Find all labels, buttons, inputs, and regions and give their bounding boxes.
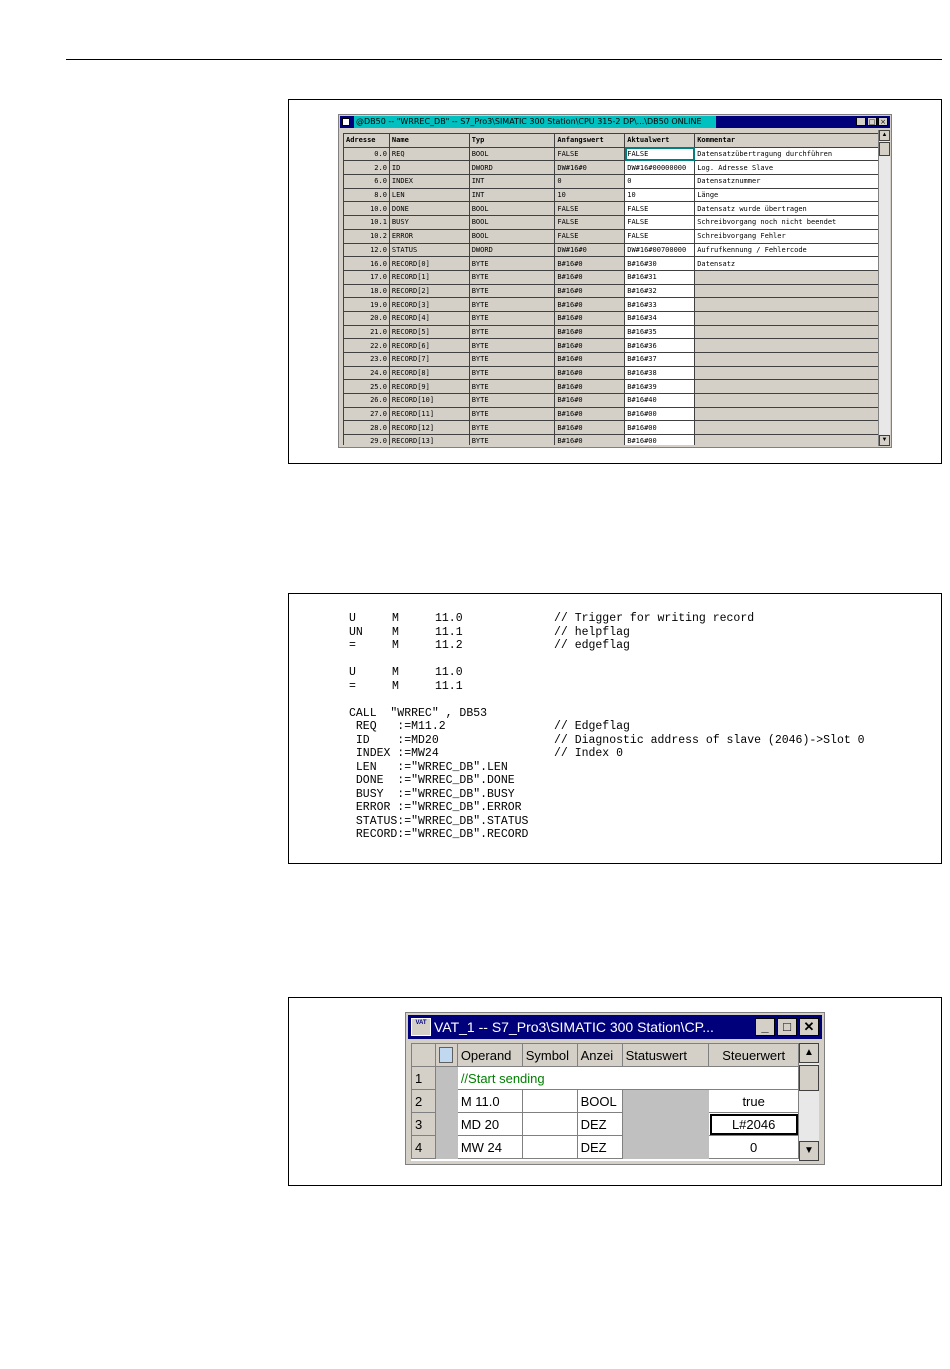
type-cell: BYTE [469, 311, 555, 325]
code-b: 11.1 [435, 679, 463, 693]
code-op: = [349, 639, 356, 652]
code-comment: // Diagnostic address of slave (2046)->Slot 0 [554, 733, 865, 747]
minimize-button[interactable]: _ [755, 1018, 775, 1036]
name-cell: REQ [389, 147, 469, 161]
actual-value-cell[interactable]: B#16#33 [625, 298, 695, 312]
scroll-up-arrow-icon[interactable]: ▲ [879, 130, 890, 141]
name-cell: RECORD[9] [389, 380, 469, 394]
format-cell[interactable]: BOOL [577, 1090, 622, 1113]
comment-cell[interactable] [695, 380, 879, 394]
code-op: U [349, 666, 356, 679]
code-b: 11.0 [435, 666, 463, 679]
vat-window [405, 1012, 825, 1165]
code-a: M [392, 625, 399, 639]
format-cell[interactable]: DEZ [577, 1136, 622, 1159]
comment-cell[interactable] [695, 394, 879, 408]
initial-value-cell: DW#16#0 [555, 243, 625, 257]
code-comment: // Trigger for writing record [554, 612, 755, 625]
table-row[interactable] [344, 161, 879, 175]
db-window-title: @DB50 -- "WRREC_DB" -- S7_Pro3\SIMATIC 300 Station\CPU 315-2 DP\...\DB50 ONLINE [354, 116, 716, 128]
type-cell: INT [469, 175, 555, 189]
code-comment: // helpflag [554, 625, 630, 639]
minimize-button[interactable]: _ [856, 117, 866, 126]
comment-cell[interactable] [695, 284, 879, 298]
type-cell: BOOL [469, 229, 555, 243]
address-cell: 8.0 [344, 188, 390, 202]
address-cell: 17.0 [344, 270, 390, 284]
initial-value-cell: B#16#0 [555, 435, 625, 445]
operand-cell[interactable]: M 11.0 [457, 1090, 522, 1113]
code-b: 11.2 [435, 639, 463, 652]
table-row[interactable] [344, 188, 879, 202]
table-row[interactable] [344, 147, 879, 161]
comment-cell[interactable] [695, 298, 879, 312]
table-sort-icon [439, 1047, 453, 1063]
address-cell: 27.0 [344, 407, 390, 421]
type-cell: INT [469, 188, 555, 202]
table-row[interactable] [344, 339, 879, 353]
name-cell: RECORD[13] [389, 435, 469, 445]
initial-value-cell: B#16#0 [555, 421, 625, 435]
initial-value-cell: FALSE [555, 202, 625, 216]
db-editor-window [338, 114, 892, 448]
row-number[interactable]: 3 [412, 1113, 436, 1136]
name-cell: RECORD[11] [389, 407, 469, 421]
comment-cell[interactable]: Datensatzübertragung durchführen [695, 147, 879, 161]
table-row[interactable] [344, 407, 879, 421]
code-a: M [392, 666, 399, 679]
name-cell: RECORD[12] [389, 421, 469, 435]
initial-value-cell: B#16#0 [555, 257, 625, 271]
address-cell: 6.0 [344, 175, 390, 189]
code-op: ERROR :="WRREC_DB".ERROR [349, 801, 522, 814]
code-op: RECORD:="WRREC_DB".RECORD [349, 828, 529, 841]
actual-value-cell[interactable]: 0 [625, 175, 695, 189]
initial-value-cell: B#16#0 [555, 394, 625, 408]
row-number[interactable]: 1 [412, 1067, 436, 1090]
type-cell: BYTE [469, 284, 555, 298]
name-cell: ID [389, 161, 469, 175]
code-comment: // edgeflag [554, 639, 630, 652]
address-cell: 16.0 [344, 257, 390, 271]
comment-cell[interactable]: Datensatz wurde übertragen [695, 202, 879, 216]
comment-cell[interactable] [695, 325, 879, 339]
comment-cell[interactable]: Länge [695, 188, 879, 202]
type-cell: BOOL [469, 216, 555, 230]
actual-value-cell[interactable]: DW#16#00700000 [625, 243, 695, 257]
table-row[interactable] [344, 202, 879, 216]
initial-value-cell: B#16#0 [555, 284, 625, 298]
address-cell: 23.0 [344, 353, 390, 367]
address-cell: 10.2 [344, 229, 390, 243]
control-value-cell-selected[interactable]: L#2046 [709, 1113, 799, 1136]
symbol-cell[interactable] [522, 1113, 577, 1136]
vat-vertical-scrollbar[interactable] [799, 1043, 819, 1161]
type-cell: BYTE [469, 339, 555, 353]
code-b: 11.0 [435, 612, 463, 625]
operand-cell[interactable]: MD 20 [457, 1113, 522, 1136]
initial-value-cell: B#16#0 [555, 407, 625, 421]
window-system-icon[interactable] [342, 118, 350, 126]
table-row[interactable] [412, 1113, 799, 1136]
address-cell: 26.0 [344, 394, 390, 408]
symbol-cell[interactable] [522, 1136, 577, 1159]
column-header-icon-cell[interactable] [435, 1044, 457, 1067]
actual-value-cell[interactable]: B#16#35 [625, 325, 695, 339]
initial-value-cell: FALSE [555, 216, 625, 230]
code-op: UN [349, 625, 363, 639]
comment-cell[interactable]: Schreibvorgang noch nicht beendet [695, 216, 879, 230]
actual-value-cell[interactable]: B#16#40 [625, 394, 695, 408]
name-cell: ERROR [389, 229, 469, 243]
name-cell: RECORD[5] [389, 325, 469, 339]
symbol-cell[interactable] [522, 1090, 577, 1113]
type-cell: BOOL [469, 147, 555, 161]
column-header-symbol[interactable]: Symbol [522, 1044, 577, 1067]
actual-value-cell[interactable]: FALSE [625, 229, 695, 243]
comment-cell[interactable] [695, 366, 879, 380]
vat-table [411, 1043, 799, 1161]
format-cell[interactable]: DEZ [577, 1113, 622, 1136]
code-op: INDEX :=MW24 [349, 747, 439, 760]
vat-window-title: VAT_1 -- S7_Pro3\SIMATIC 300 Station\CP... [434, 1019, 714, 1035]
actual-value-cell[interactable]: DW#16#00000000 [625, 161, 695, 175]
table-row[interactable] [344, 394, 879, 408]
table-row[interactable] [344, 380, 879, 394]
maximize-button[interactable]: □ [868, 118, 876, 126]
address-cell: 10.1 [344, 216, 390, 230]
table-row[interactable] [344, 298, 879, 312]
table-row[interactable] [344, 435, 879, 445]
row-marker-cell [435, 1113, 457, 1136]
name-cell: RECORD[8] [389, 366, 469, 380]
comment-cell[interactable] [695, 353, 879, 367]
comment-cell[interactable]: //Start sending [457, 1067, 798, 1090]
table-row[interactable] [344, 216, 879, 230]
actual-value-cell[interactable]: FALSE [625, 147, 695, 161]
actual-value-cell[interactable]: B#16#00 [625, 421, 695, 435]
type-cell: BYTE [469, 407, 555, 421]
code-a: M [392, 679, 399, 693]
scroll-down-arrow-icon[interactable]: ▼ [879, 435, 890, 446]
code-op: REQ :=M11.2 [349, 720, 446, 733]
address-cell: 18.0 [344, 284, 390, 298]
initial-value-cell: DW#16#0 [555, 161, 625, 175]
address-cell: 2.0 [344, 161, 390, 175]
type-cell: BYTE [469, 298, 555, 312]
address-cell: 22.0 [344, 339, 390, 353]
column-header-actual-value[interactable]: Aktualwert [625, 134, 695, 148]
type-cell: BYTE [469, 325, 555, 339]
name-cell: RECORD[2] [389, 284, 469, 298]
comment-cell[interactable] [695, 311, 879, 325]
initial-value-cell: 10 [555, 188, 625, 202]
name-cell: RECORD[7] [389, 353, 469, 367]
comment-cell[interactable] [695, 435, 879, 445]
code-op: CALL "WRREC" , DB53 [349, 706, 488, 720]
address-cell: 12.0 [344, 243, 390, 257]
name-cell: RECORD[4] [389, 311, 469, 325]
actual-value-cell[interactable]: B#16#32 [625, 284, 695, 298]
code-op: ID :=MD20 [349, 733, 439, 747]
type-cell: BOOL [469, 202, 555, 216]
name-cell: RECORD[0] [389, 257, 469, 271]
code-comment: // Edgeflag [554, 720, 630, 733]
scroll-up-arrow-icon[interactable]: ▲ [799, 1043, 819, 1063]
address-cell: 24.0 [344, 366, 390, 380]
comment-cell[interactable] [695, 270, 879, 284]
table-row[interactable] [344, 421, 879, 435]
table-row[interactable] [412, 1067, 799, 1090]
control-value-cell[interactable]: true [709, 1090, 799, 1113]
type-cell: BYTE [469, 394, 555, 408]
table-row[interactable] [344, 243, 879, 257]
initial-value-cell: FALSE [555, 229, 625, 243]
name-cell: RECORD[6] [389, 339, 469, 353]
table-row[interactable] [412, 1090, 799, 1113]
scroll-thumb[interactable] [799, 1065, 819, 1091]
operand-cell[interactable]: MW 24 [457, 1136, 522, 1159]
row-marker-cell [435, 1090, 457, 1113]
status-value-cell [622, 1113, 709, 1136]
column-header-comment[interactable]: Kommentar [695, 134, 879, 148]
code-op: = [349, 679, 356, 693]
row-number[interactable]: 4 [412, 1136, 436, 1159]
close-button[interactable]: ✕ [799, 1018, 819, 1036]
address-cell: 29.0 [344, 435, 390, 445]
type-cell: DWORD [469, 161, 555, 175]
name-cell: INDEX [389, 175, 469, 189]
code-a: M [392, 639, 399, 652]
comment-cell[interactable] [695, 407, 879, 421]
row-marker-cell [435, 1067, 457, 1090]
type-cell: BYTE [469, 435, 555, 445]
initial-value-cell: 0 [555, 175, 625, 189]
code-op: U [349, 612, 356, 625]
initial-value-cell: B#16#0 [555, 353, 625, 367]
type-cell: BYTE [469, 257, 555, 271]
address-cell: 25.0 [344, 380, 390, 394]
table-row[interactable] [344, 366, 879, 380]
row-marker-cell [435, 1136, 457, 1159]
column-header-display-format[interactable]: Anzei [577, 1044, 622, 1067]
row-number[interactable]: 2 [412, 1090, 436, 1113]
name-cell: BUSY [389, 216, 469, 230]
page-rule [66, 59, 942, 60]
code-op: LEN :="WRREC_DB".LEN [349, 760, 508, 774]
column-header-type[interactable]: Typ [469, 134, 555, 148]
column-header-address[interactable]: Adresse [344, 134, 390, 148]
actual-value-cell[interactable]: B#16#37 [625, 353, 695, 367]
comment-cell[interactable]: Aufrufkennung / Fehlercode [695, 243, 879, 257]
db-table [343, 133, 879, 445]
column-header-operand[interactable]: Operand [457, 1044, 522, 1067]
initial-value-cell: B#16#0 [555, 311, 625, 325]
name-cell: DONE [389, 202, 469, 216]
actual-value-cell[interactable]: FALSE [625, 216, 695, 230]
type-cell: BYTE [469, 270, 555, 284]
table-row[interactable] [344, 270, 879, 284]
initial-value-cell: B#16#0 [555, 380, 625, 394]
actual-value-cell[interactable]: B#16#38 [625, 366, 695, 380]
name-cell: STATUS [389, 243, 469, 257]
close-button[interactable]: × [878, 117, 888, 126]
name-cell: RECORD[3] [389, 298, 469, 312]
initial-value-cell: B#16#0 [555, 270, 625, 284]
scroll-thumb[interactable] [879, 142, 890, 156]
address-cell: 20.0 [344, 311, 390, 325]
code-op: STATUS:="WRREC_DB".STATUS [349, 814, 529, 828]
column-header-status-value[interactable]: Statuswert [622, 1044, 709, 1067]
row-number-header [412, 1044, 436, 1067]
table-row[interactable] [344, 257, 879, 271]
actual-value-cell[interactable]: B#16#39 [625, 380, 695, 394]
table-row[interactable] [344, 284, 879, 298]
control-value-cell[interactable]: 0 [709, 1136, 799, 1159]
type-cell: BYTE [469, 353, 555, 367]
table-row[interactable] [344, 229, 879, 243]
code-a: M [392, 612, 399, 625]
name-cell: RECORD[1] [389, 270, 469, 284]
code-comment: // Index 0 [554, 747, 624, 760]
table-row[interactable] [344, 325, 879, 339]
name-cell: LEN [389, 188, 469, 202]
table-row[interactable] [412, 1136, 799, 1159]
actual-value-cell[interactable]: B#16#30 [625, 257, 695, 271]
code-b: 11.1 [435, 625, 463, 639]
actual-value-cell[interactable]: B#16#36 [625, 339, 695, 353]
column-header-control-value[interactable]: Steuerwert [709, 1044, 799, 1067]
table-row[interactable] [344, 353, 879, 367]
address-cell: 28.0 [344, 421, 390, 435]
code-op: DONE :="WRREC_DB".DONE [349, 774, 515, 787]
initial-value-cell: B#16#0 [555, 325, 625, 339]
column-header-name[interactable]: Name [389, 134, 469, 148]
address-cell: 21.0 [344, 325, 390, 339]
comment-cell[interactable] [695, 421, 879, 435]
address-cell: 19.0 [344, 298, 390, 312]
status-value-cell [622, 1090, 709, 1113]
initial-value-cell: B#16#0 [555, 366, 625, 380]
code-op: BUSY :="WRREC_DB".BUSY [349, 787, 515, 801]
table-row[interactable] [344, 175, 879, 189]
address-cell: 0.0 [344, 147, 390, 161]
variable-table-icon: VAT [411, 1018, 431, 1036]
actual-value-cell[interactable]: FALSE [625, 202, 695, 216]
table-row[interactable] [344, 311, 879, 325]
type-cell: BYTE [469, 421, 555, 435]
type-cell: BYTE [469, 366, 555, 380]
actual-value-cell[interactable]: B#16#00 [625, 435, 695, 445]
initial-value-cell: B#16#0 [555, 298, 625, 312]
type-cell: DWORD [469, 243, 555, 257]
maximize-button[interactable]: □ [777, 1018, 797, 1036]
db-window-titlebar[interactable] [340, 116, 890, 128]
comment-cell[interactable]: Datensatz [695, 257, 879, 271]
status-value-cell [622, 1136, 709, 1159]
comment-cell[interactable] [695, 339, 879, 353]
actual-value-cell[interactable]: B#16#31 [625, 270, 695, 284]
type-cell: BYTE [469, 380, 555, 394]
comment-cell[interactable]: Schreibvorgang Fehler [695, 229, 879, 243]
scroll-down-arrow-icon[interactable]: ▼ [799, 1141, 819, 1161]
vat-window-titlebar[interactable] [408, 1015, 822, 1039]
actual-value-cell[interactable]: 10 [625, 188, 695, 202]
actual-value-cell[interactable]: B#16#34 [625, 311, 695, 325]
initial-value-cell: FALSE [555, 147, 625, 161]
comment-cell[interactable]: Datensatznummer [695, 175, 879, 189]
actual-value-cell[interactable]: B#16#00 [625, 407, 695, 421]
name-cell: RECORD[10] [389, 394, 469, 408]
comment-cell[interactable]: Log. Adresse Slave [695, 161, 879, 175]
initial-value-cell: B#16#0 [555, 339, 625, 353]
column-header-initial-value[interactable]: Anfangswert [555, 134, 625, 148]
db-vertical-scrollbar[interactable] [878, 130, 890, 446]
address-cell: 10.0 [344, 202, 390, 216]
